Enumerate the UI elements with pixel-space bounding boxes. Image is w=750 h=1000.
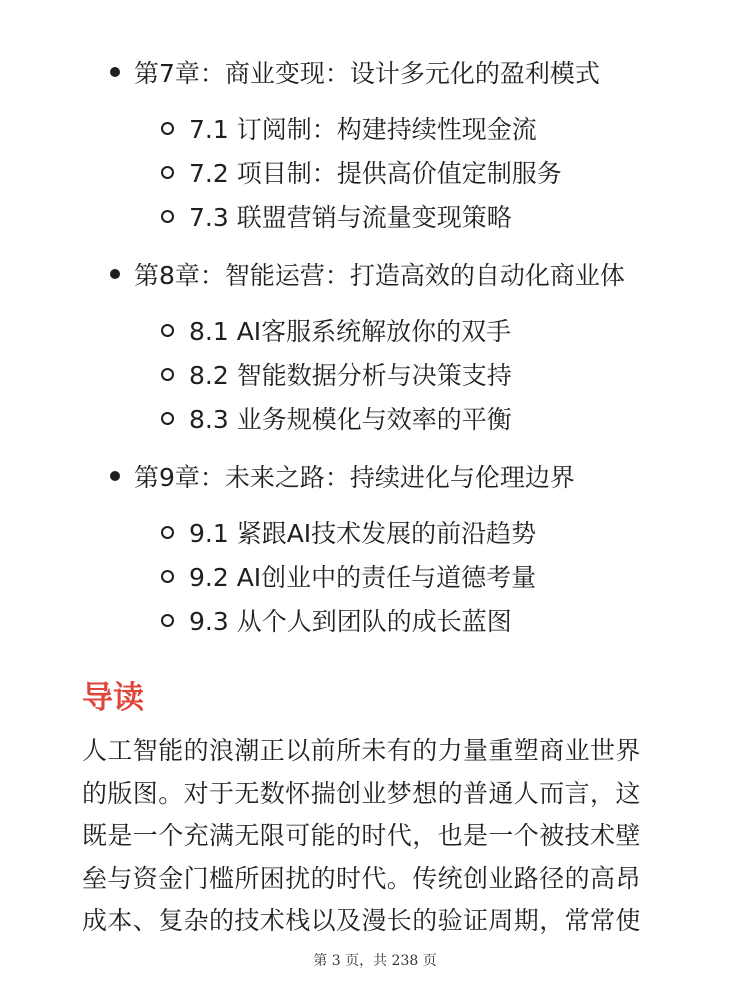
circle-bullet-icon xyxy=(161,368,174,381)
section-item xyxy=(161,196,512,236)
section-title: 9.2 AI创业中的责任与道德考量 xyxy=(189,563,537,592)
circle-bullet-icon xyxy=(161,210,174,223)
section-item xyxy=(161,600,512,640)
bullet-icon xyxy=(110,67,120,77)
circle-bullet-icon xyxy=(161,570,174,583)
paragraph-line: 成本、复杂的技术栈以及漫长的验证周期，常常使 xyxy=(82,906,641,936)
section-title: 7.3 联盟营销与流量变现策略 xyxy=(189,203,512,232)
section-item xyxy=(161,556,536,596)
section-title: 8.1 AI客服系统解放你的双手 xyxy=(189,317,512,346)
section-item xyxy=(161,398,512,438)
paragraph-line: 垒与资金门槛所困扰的时代。传统创业路径的高昂 xyxy=(82,863,641,893)
chapter-title: 第7章：商业变现：设计多元化的盈利模式 xyxy=(134,59,600,88)
circle-bullet-icon xyxy=(161,412,174,425)
bullet-icon xyxy=(110,269,120,279)
section-title: 8.2 智能数据分析与决策支持 xyxy=(189,361,512,390)
paragraph-line: 人工智能的浪潮正以前所未有的力量重塑商业世界 xyxy=(82,736,641,765)
circle-bullet-icon xyxy=(161,614,174,627)
circle-bullet-icon xyxy=(161,324,174,337)
section-item xyxy=(161,152,562,192)
intro-paragraph xyxy=(82,730,682,943)
chapter-item xyxy=(110,52,600,92)
circle-bullet-icon xyxy=(161,122,174,135)
section-title: 8.3 业务规模化与效率的平衡 xyxy=(189,405,512,434)
circle-bullet-icon xyxy=(161,166,174,179)
section-item xyxy=(161,354,512,394)
section-item xyxy=(161,512,536,552)
section-item xyxy=(161,310,511,350)
paragraph-line: 既是一个充满无限可能的时代，也是一个被技术壁 xyxy=(82,821,641,851)
chapter-item xyxy=(110,456,575,496)
bullet-icon xyxy=(110,471,120,481)
chapter-item xyxy=(110,254,625,294)
page-indicator: 第 3 页，共 238 页 xyxy=(313,953,437,969)
circle-bullet-icon xyxy=(161,526,174,539)
section-title: 7.1 订阅制：构建持续性现金流 xyxy=(189,115,537,144)
chapter-title: 第9章：未来之路：持续进化与伦理边界 xyxy=(134,463,575,492)
section-title: 9.3 从个人到团队的成长蓝图 xyxy=(189,607,512,636)
section-title: 9.1 紧跟AI技术发展的前沿趋势 xyxy=(189,519,537,548)
section-item xyxy=(161,108,537,148)
section-title: 7.2 项目制：提供高价值定制服务 xyxy=(189,159,562,188)
paragraph-line: 的版图。对于无数怀揣创业梦想的普通人而言，这 xyxy=(82,778,641,808)
chapter-title: 第8章：智能运营：打造高效的自动化商业体 xyxy=(134,261,625,290)
intro-heading: 导读 xyxy=(82,680,144,716)
